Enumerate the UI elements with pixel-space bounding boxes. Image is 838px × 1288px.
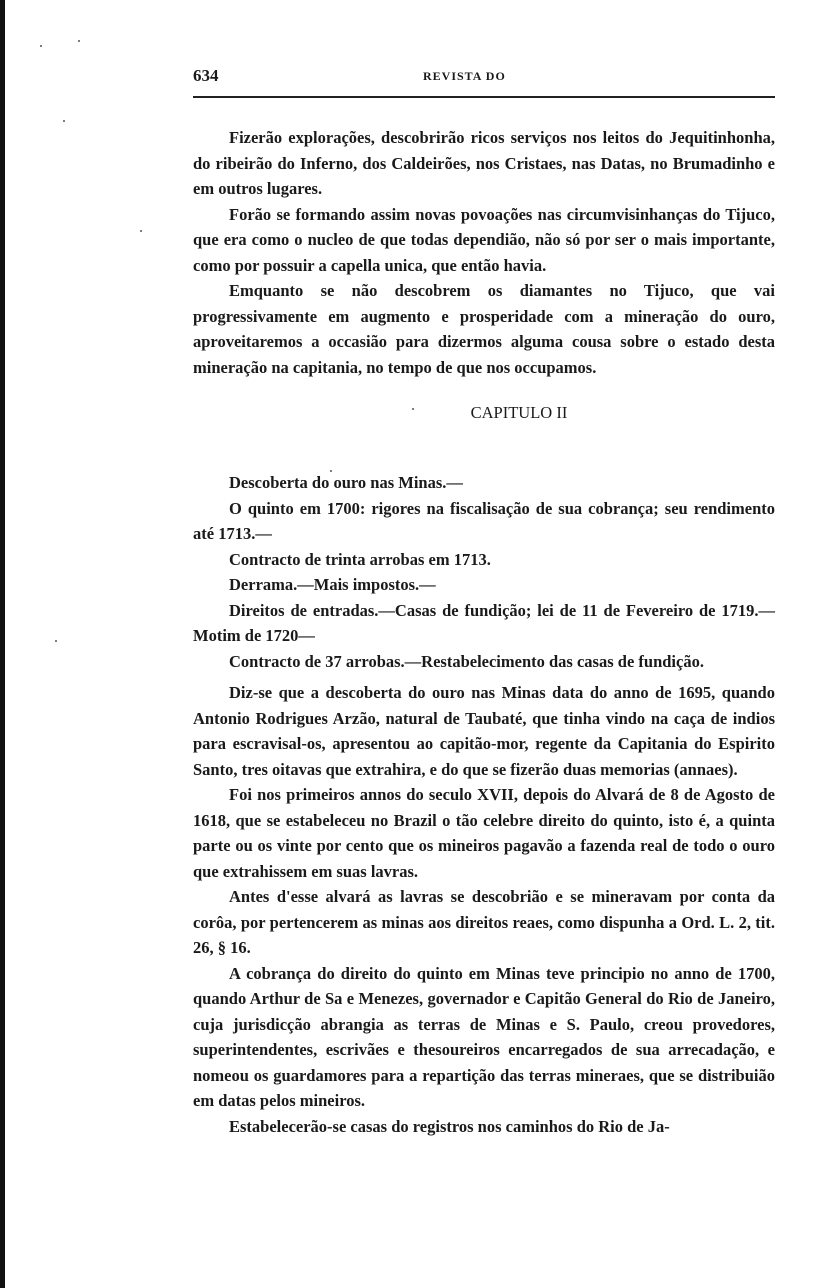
paragraph: Estabelecerão-se casas do registros nos caminhos do Rio de Ja-: [229, 1116, 670, 1136]
chapter-title: CAPITULO II: [470, 403, 568, 422]
paragraph: Emquanto se não descobrem os diamantes no Tijuco, que vai progressivamente em augmento e prosperidade com a mineração do ouro, aproveitaremos a occasião para dizermos alguma cousa sobre o estado desta mineração na capitania, no tempo de que nos occupamos.: [193, 281, 775, 377]
summary-line: O quinto em 1700: rigores na fiscalisação de sua cobrança; seu rendimento até 1713.—: [193, 498, 775, 543]
paragraph: A cobrança do direito do quinto em Minas teve principio no anno de 1700, quando Arthur de Sa e Menezes, governador e Capitão General do Rio de Janeiro, cuja jurisdicção abrangia as terras de Minas e S. Paulo, creou provedores, superintendentes, escrivães e thesoureiros encarregados de sua arrecadação, e nomeou os guardamores para a repartição das terras mineraes, que se distribuião em datas pelos mineiros.: [193, 963, 775, 1110]
page-body: [193, 125, 775, 1139]
paragraph: Antes d'esse alvará as lavras se descobrião e se mineravam por conta da corôa, por pertencerem as minas aos direitos reaes, como dispunha a Ord. L. 2, tit. 26, § 16.: [193, 887, 775, 957]
running-head: REVISTA DO: [423, 69, 506, 83]
paragraph: Forão se formando assim novas povoações nas circumvisinhanças do Tijuco, que era como o nucleo de que todas dependião, não só por ser o mais importante, como por possuir a capella unica, que então havia.: [193, 204, 775, 275]
page-header: [193, 66, 775, 88]
summary-line: Direitos de entradas.—Casas de fundição; lei de 11 de Fevereiro de 1719.—Motim de 1720—: [193, 600, 775, 645]
summary-line: Derrama.—Mais impostos.—: [229, 575, 436, 594]
summary-line: Contracto de trinta arrobas em 1713.: [229, 549, 491, 569]
page-number: 634: [193, 66, 219, 85]
paragraph: Foi nos primeiros annos do seculo XVII, depois do Alvará de 8 de Agosto de 1618, que se estabeleceu no Brazil o tão celebre direito do quinto, isto é, a quinta parte ou os vinte por cento que os mineiros pagavão a fazenda real de todo o ouro que extrahissem em suas lavras.: [193, 785, 775, 881]
page-edge-shadow: [0, 0, 5, 1288]
paragraph: Diz-se que a descoberta do ouro nas Minas data do anno de 1695, quando Antonio Rodrigues Arzão, natural de Taubaté, que tinha vindo na caça de indios para escravisal-os, apresentou ao capitão-mor, regente da Capitania do Espirito Santo, tres oitavas que extrahira, e do que se fizerão duas memorias (annaes).: [193, 683, 775, 779]
summary-line: Descoberta do ouro nas Minas.—: [229, 473, 463, 492]
paragraph: Fizerão explorações, descobrirão ricos serviços nos leitos do Jequitinhonha, do ribeirão do Inferno, dos Caldeirões, nos Cristaes, nas Datas, no Brumadinho e em outros lugares.: [193, 128, 775, 198]
summary-line: Contracto de 37 arrobas.—Restabelecimento das casas de fundição.: [229, 651, 704, 671]
header-rule: [193, 96, 775, 98]
